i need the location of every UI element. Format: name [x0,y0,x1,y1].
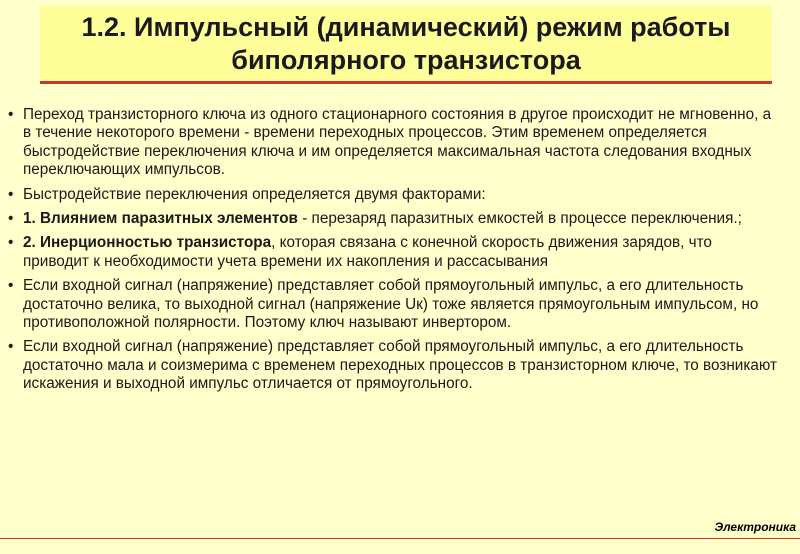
factor-title: 2. Инерционностью транзистора [23,234,272,252]
factor-description: - перезаряд паразитных емкостей в процессе переключения.; [297,210,742,228]
bullet-dot-icon: • [8,234,14,252]
bullet-list [8,106,778,400]
bullet-text: Переход транзисторного ключа из одного стационарного состояния в другое происходит не мгновенно, а в течение некоторого времени - времени переходных процессов. Этим временем определяется быстродействие переключения ключа и им определяется максимальная частота следования входных переключающих импульсов. [23,106,772,179]
bullet-text: Если входной сигнал (напряжение) представляет собой прямоугольный импульс, а его длительность достаточно мала и соизмерима с временем переходных процессов в транзисторном ключе, то возникают искажения и выходной импульс отличается от прямоугольного. [23,338,778,393]
footer-label: Электроника [714,520,796,534]
bullet-item [8,106,778,180]
bullet-dot-icon: • [8,210,14,228]
bullet-item [8,186,778,204]
slide-title [40,6,772,82]
title-line-1: 1.2. Импульсный (динамический) режим работы [81,12,731,42]
bullet-item [8,210,778,228]
bullet-dot-icon: • [8,277,14,295]
bullet-item [8,234,778,271]
title-underline [40,81,772,84]
bullet-text [23,234,778,271]
bullet-dot-icon: • [8,106,14,123]
factor-description: , которая связана с конечной скорость движения зарядов, что приводит к необходимости учета времени их накопления и рассасывания [23,234,712,270]
bullet-text: Быстродействие переключения определяется двумя факторами: [23,185,486,203]
footer-divider [0,538,800,539]
bullet-dot-icon: • [8,185,14,203]
title-line-2: биполярного транзистора [231,45,581,75]
bullet-dot-icon: • [8,338,14,356]
bullet-text [23,210,778,228]
bullet-item [8,277,778,332]
bullet-text: Если входной сигнал (напряжение) представляет собой прямоугольный импульс, а его длительность достаточно велика, то выходной сигнал (напряжение Uк) тоже является прямоугольным импульсом, но противоположной полярности. Поэтому ключ называют инвертором. [23,277,759,332]
bullet-item [8,338,778,393]
factor-title: 1. Влиянием паразитных элементов [23,210,298,228]
